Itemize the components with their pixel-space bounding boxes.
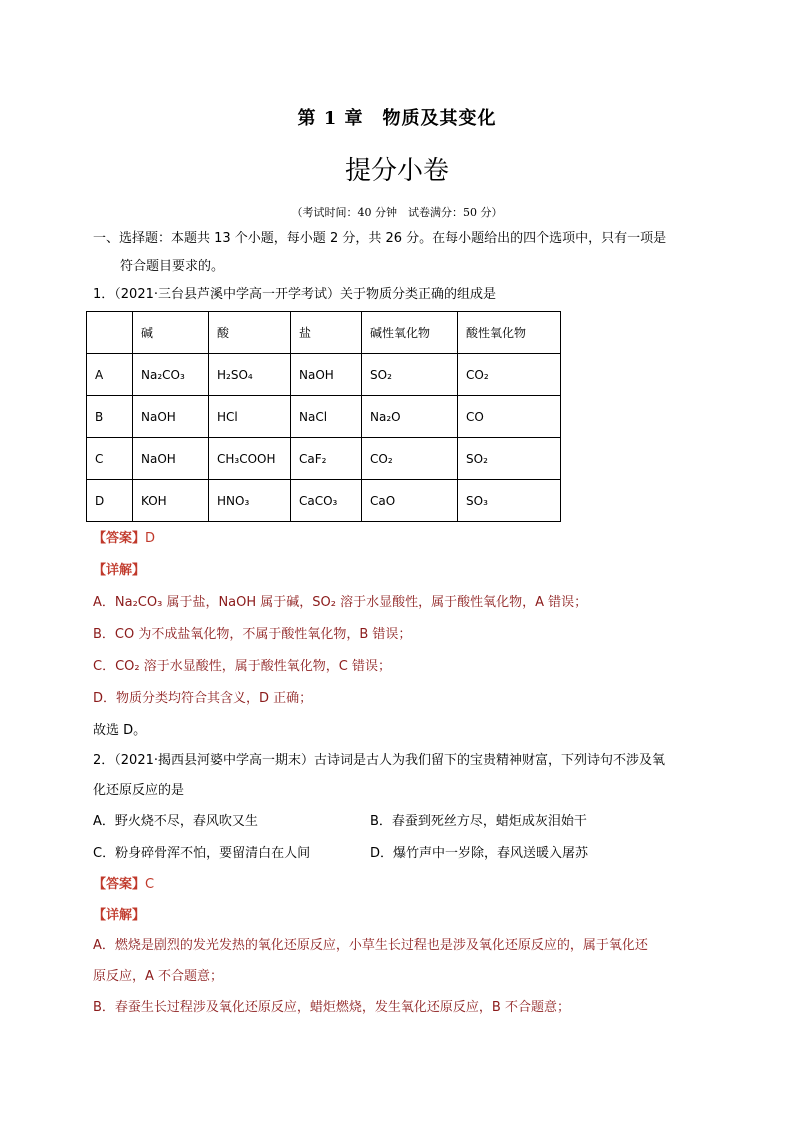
classification-table xyxy=(86,311,561,522)
exam-info: （考试时间：40 分钟 试卷满分：50 分） xyxy=(291,206,503,219)
explanation-a-cont: 原反应，A 不合题意； xyxy=(93,969,224,984)
table-row xyxy=(87,480,561,522)
explanation-d: D．物质分类均符合其含义，D 正确； xyxy=(93,691,313,706)
table-cell: KOH xyxy=(133,480,209,522)
table-cell: CaF₂ xyxy=(291,438,362,480)
option-c: C．粉身碎骨浑不怕，要留清白在人间 xyxy=(93,846,311,861)
table-cell: SO₂ xyxy=(458,438,561,480)
table-header: 碱 xyxy=(133,312,209,354)
explanation-a: A．燃烧是剧烈的发光发热的氧化还原反应，小草生长过程也是涉及氧化还原反应的，属于氧化还 xyxy=(93,938,648,953)
answer-label: 【答案】 xyxy=(93,531,146,546)
table-cell: CaO xyxy=(362,480,458,522)
answer-value: D xyxy=(145,531,156,546)
table-header: 盐 xyxy=(291,312,362,354)
answer-value: C xyxy=(145,877,155,892)
table-header: 酸 xyxy=(209,312,291,354)
table-cell: Na₂O xyxy=(362,396,458,438)
table-cell: CO₂ xyxy=(458,354,561,396)
option-a: A．野火烧不尽，春风吹又生 xyxy=(93,814,258,829)
table-row xyxy=(87,354,561,396)
table-cell: Na₂CO₃ xyxy=(133,354,209,396)
table-row xyxy=(87,396,561,438)
table-cell: H₂SO₄ xyxy=(209,354,291,396)
table-cell: SO₂ xyxy=(362,354,458,396)
answer-line xyxy=(93,530,155,548)
answer-label: 【答案】 xyxy=(93,877,146,892)
table-cell xyxy=(87,312,133,354)
question-2-stem: 2．（2021·揭西县河婆中学高一期末）古诗词是古人为我们留下的宝贵精神财富，下列诗句不涉及氧 xyxy=(93,753,665,768)
chapter-title: 第 1 章 物质及其变化 xyxy=(297,108,497,129)
table-cell: NaOH xyxy=(133,396,209,438)
table-cell: NaOH xyxy=(291,354,362,396)
table-cell: SO₃ xyxy=(458,480,561,522)
question-2-stem-cont: 化还原反应的是 xyxy=(93,783,185,798)
table-cell: HNO₃ xyxy=(209,480,291,522)
table-header-row xyxy=(87,312,561,354)
table-cell: CO₂ xyxy=(362,438,458,480)
table-cell: B xyxy=(87,396,133,438)
table-cell: NaOH xyxy=(133,438,209,480)
table-header: 碱性氧化物 xyxy=(362,312,458,354)
table-cell: A xyxy=(87,354,133,396)
table-row xyxy=(87,438,561,480)
table-cell: NaCl xyxy=(291,396,362,438)
explanation-b: B．CO 为不成盐氧化物，不属于酸性氧化物，B 错误； xyxy=(93,627,412,642)
conclusion: 故选 D。 xyxy=(93,723,147,738)
explanation-a: A．Na₂CO₃ 属于盐，NaOH 属于碱，SO₂ 溶于水显酸性，属于酸性氧化物，A 错误； xyxy=(93,595,588,610)
section-heading: 一、选择题：本题共 13 个小题，每小题 2 分，共 26 分。在每小题给出的四个选项中，只有一项是 xyxy=(93,231,667,246)
section-heading-cont: 符合题目要求的。 xyxy=(120,259,225,274)
table-cell: D xyxy=(87,480,133,522)
option-d: D．爆竹声中一岁除，春风送暖入屠苏 xyxy=(370,846,589,861)
detail-label: 【详解】 xyxy=(93,908,146,923)
table-cell: HCl xyxy=(209,396,291,438)
question-1-stem: 1．（2021·三台县芦溪中学高一开学考试）关于物质分类正确的组成是 xyxy=(93,287,496,302)
table-cell: CO xyxy=(458,396,561,438)
explanation-b: B．春蚕生长过程涉及氧化还原反应，蜡炬燃烧，发生氧化还原反应，B 不合题意； xyxy=(93,1000,570,1015)
table-header: 酸性氧化物 xyxy=(458,312,561,354)
detail-label: 【详解】 xyxy=(93,563,146,578)
table-cell: C xyxy=(87,438,133,480)
table-cell: CaCO₃ xyxy=(291,480,362,522)
table-cell: CH₃COOH xyxy=(209,438,291,480)
explanation-c: C．CO₂ 溶于水显酸性，属于酸性氧化物，C 错误； xyxy=(93,659,391,674)
option-b: B．春蚕到死丝方尽，蜡炬成灰泪始干 xyxy=(370,814,587,829)
answer-line xyxy=(93,876,154,894)
paper-subtitle: 提分小卷 xyxy=(344,156,449,186)
